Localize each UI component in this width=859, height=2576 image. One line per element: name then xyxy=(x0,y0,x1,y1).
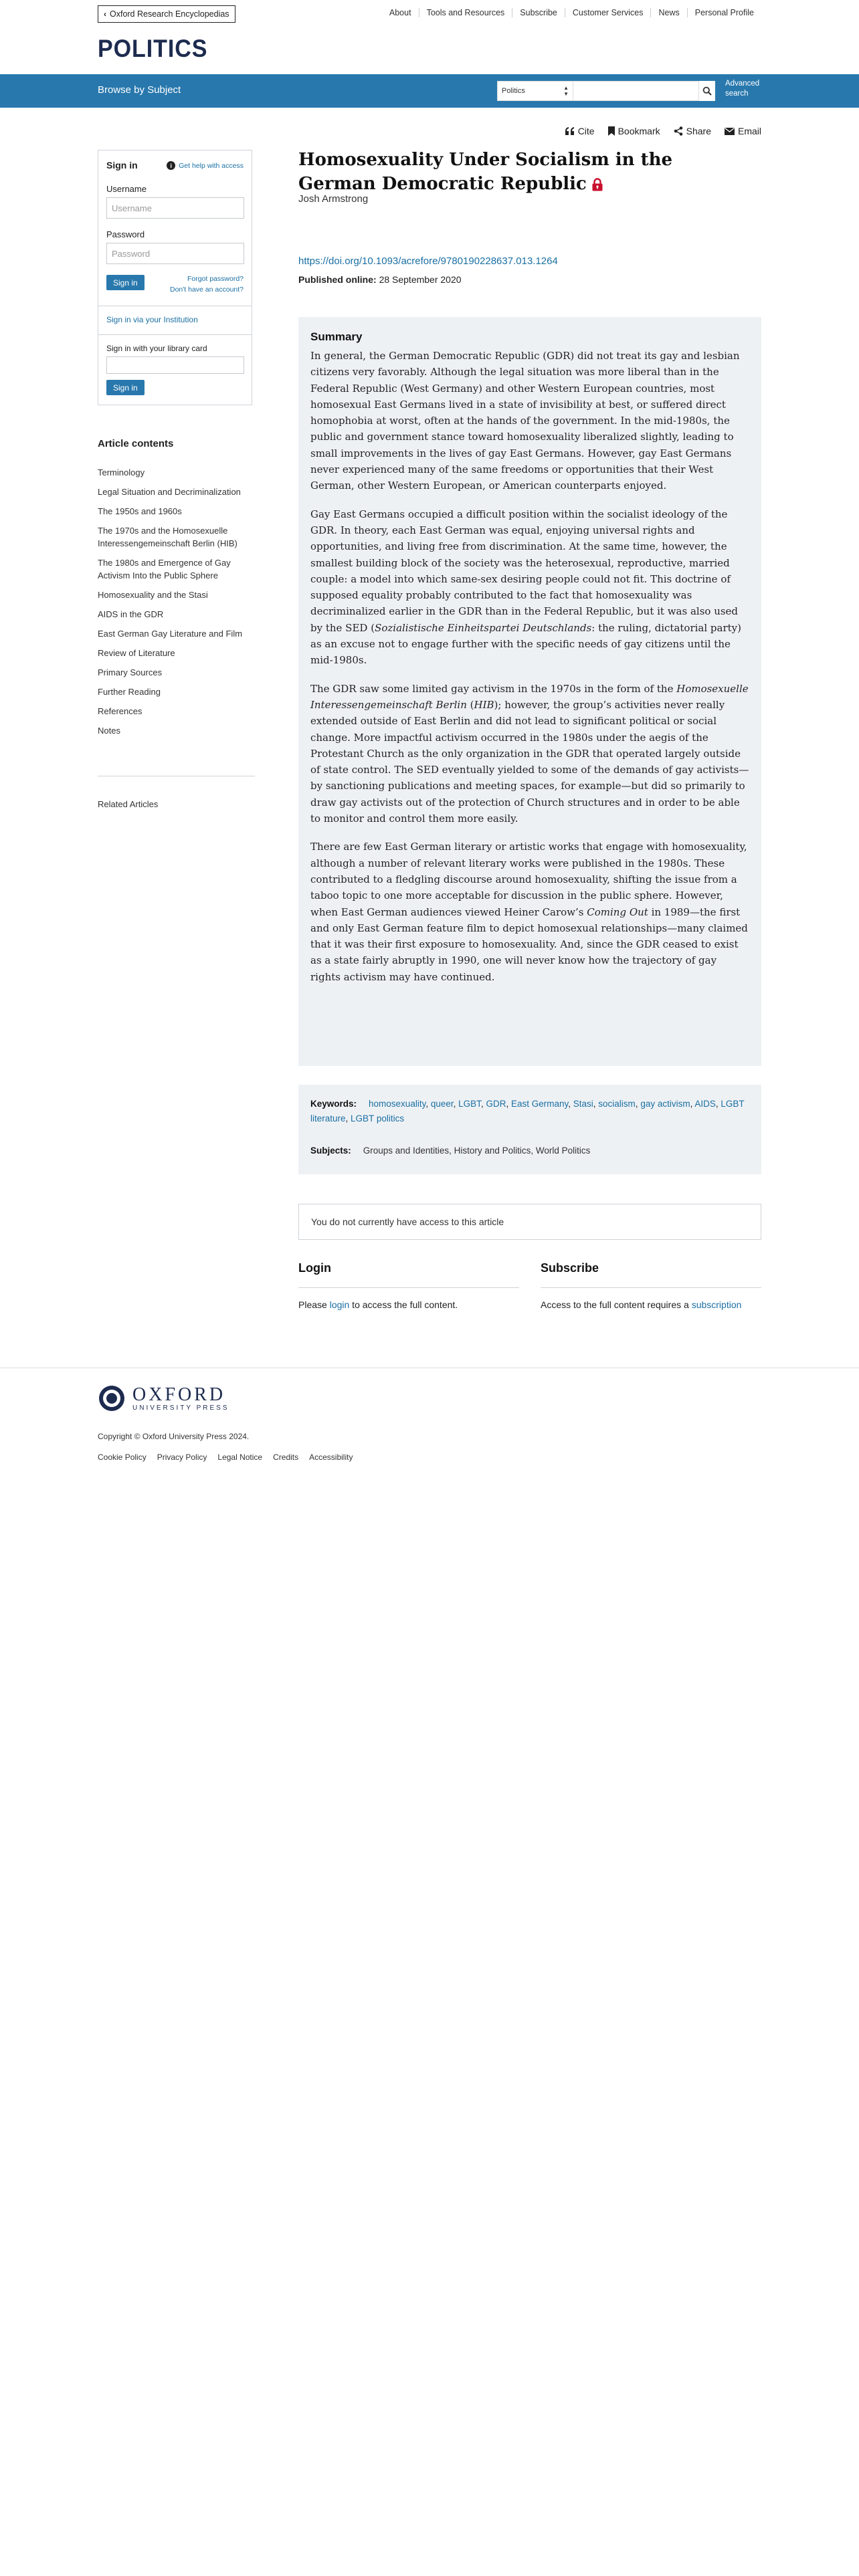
keywords-label: Keywords: xyxy=(310,1099,357,1109)
search-input[interactable] xyxy=(573,81,699,101)
account-links xyxy=(170,274,244,295)
text-run: : the ruling, dictatorial party) as an excuse not to engage further with the specific needs of gay citizens until the mid-1980s. xyxy=(310,621,742,667)
keyword-link[interactable]: AIDS xyxy=(694,1099,716,1109)
oup-wordmark xyxy=(132,1386,229,1412)
browse-by-subject-button[interactable]: Browse by Subject xyxy=(98,84,181,96)
summary-heading: Summary xyxy=(310,330,363,343)
no-access-notice: You do not currently have access to this article xyxy=(298,1204,761,1240)
summary-panel xyxy=(298,317,761,1066)
keyword-link[interactable]: queer xyxy=(430,1099,454,1109)
contents-item[interactable]: The 1970s and the Homosexuelle Interessengemeinschaft Berlin (HIB) xyxy=(98,526,237,548)
subscribe-text xyxy=(541,1299,741,1310)
username-field[interactable]: Username xyxy=(106,197,244,219)
footer-link-accessibility[interactable]: Accessibility xyxy=(309,1453,353,1462)
text-run: ( xyxy=(466,698,474,711)
keyword-link[interactable]: socialism xyxy=(598,1099,636,1109)
get-help-label: Get help with access xyxy=(179,161,244,170)
forgot-password-link[interactable]: Forgot password? xyxy=(187,275,244,283)
copyright: Copyright © Oxford University Press 2024. xyxy=(98,1432,250,1441)
subscribe-heading: Subscribe xyxy=(541,1261,599,1275)
quote-icon xyxy=(565,127,575,135)
top-link-personal-profile[interactable]: Personal Profile xyxy=(687,8,761,17)
published-date xyxy=(298,274,462,285)
search-scope-value: Politics xyxy=(502,87,525,95)
org-name: Homosexuelle Interessengemeinschaft Berlin xyxy=(310,682,749,711)
doi-link[interactable]: https://doi.org/10.1093/acrefore/9780190228637.013.1264 xyxy=(298,255,558,267)
library-card-field[interactable] xyxy=(106,356,244,374)
contents-item[interactable]: Legal Situation and Decriminalization xyxy=(98,487,241,497)
text-run: to access the full content. xyxy=(349,1299,458,1310)
keyword-link[interactable]: gay activism xyxy=(640,1099,690,1109)
advanced-search-line1: Advanced xyxy=(725,80,760,88)
party-name: Sozialistische Einheitspartei Deutschlands xyxy=(375,621,592,634)
search-icon xyxy=(702,86,712,96)
contents-item[interactable]: East German Gay Literature and Film xyxy=(98,629,243,639)
keyword-link[interactable]: East Germany xyxy=(510,1099,569,1109)
contents-item[interactable]: The 1950s and 1960s xyxy=(98,506,182,516)
cite-label: Cite xyxy=(577,126,595,136)
contents-item[interactable]: Homosexuality and the Stasi xyxy=(98,590,208,600)
get-help-link[interactable] xyxy=(167,161,244,170)
article-title xyxy=(298,148,733,196)
summary-paragraph xyxy=(310,681,749,827)
search-scope-select[interactable] xyxy=(497,81,573,101)
oup-wordmark-top: OXFORD xyxy=(132,1384,226,1405)
bookmark-label: Bookmark xyxy=(617,126,660,136)
info-icon: i xyxy=(167,161,175,170)
top-link-about[interactable]: About xyxy=(389,8,411,17)
advanced-search-line2: search xyxy=(725,90,749,98)
login-text xyxy=(298,1299,458,1310)
cite-button[interactable] xyxy=(565,126,595,136)
contents-item[interactable]: Terminology xyxy=(98,467,145,477)
oup-emblem-icon xyxy=(98,1384,126,1412)
subjects-row xyxy=(310,1144,749,1158)
top-link-tools[interactable]: Tools and Resources xyxy=(419,8,512,17)
footer-link-privacy-policy[interactable]: Privacy Policy xyxy=(157,1453,207,1462)
username-label: Username xyxy=(106,184,147,194)
login-link[interactable]: login xyxy=(329,1299,350,1310)
article-actions xyxy=(565,126,761,136)
chevron-left-icon: ‹ xyxy=(104,9,106,19)
chevron-updown-icon: ▲ ▼ xyxy=(563,85,569,97)
keywords-row: Keywords: homosexuality, queer, LGBT, GDR, East Germany, Stasi, socialism, gay activism, AIDS, LGBT literature, LGBT politics xyxy=(310,1099,745,1123)
text-run: There are few East German literary or artistic works that engage with homosexuality, although a number of relevant literary works were published in the 1980s. These contributed to a fledgling discourse around homosexuality, shifting the issue from a taboo topic to one more acceptable for discussion in the public sphere. However, when East German audiences viewed Heiner Carow’s xyxy=(310,841,747,918)
article-contents-list xyxy=(98,466,255,744)
top-link-news[interactable]: News xyxy=(650,8,686,17)
library-sign-in-button[interactable]: Sign in xyxy=(106,380,145,395)
nav-bar xyxy=(0,74,859,108)
oup-wordmark-bottom: UNIVERSITY PRESS xyxy=(132,1404,229,1412)
article-title-text: Homosexuality Under Socialism in the German Democratic Republic xyxy=(298,150,673,194)
film-title: Coming Out xyxy=(587,905,648,918)
text-run: in 1989—the first and only East German feature film to depict homosexual relationships—many claimed that it was their first exposure to homosexuality. And, since the GDR ceased to exist as a state fairly abruptly in 1990, one will never know how the trajectory of gay rights activism may have continued. xyxy=(310,905,748,983)
bookmark-icon xyxy=(608,126,615,136)
contents-item[interactable]: Further Reading xyxy=(98,687,161,697)
sign-in-button[interactable]: Sign in xyxy=(106,275,145,290)
contents-item[interactable]: Review of Literature xyxy=(98,648,175,658)
keyword-link[interactable]: LGBT politics xyxy=(351,1113,405,1123)
text-run: Please xyxy=(298,1299,330,1310)
search-form xyxy=(497,81,715,101)
share-icon xyxy=(674,126,683,136)
top-link-subscribe[interactable]: Subscribe xyxy=(512,8,565,17)
password-field[interactable]: Password xyxy=(106,243,244,264)
site-brand[interactable]: POLITICS xyxy=(98,35,208,62)
email-button[interactable] xyxy=(725,126,761,136)
login-heading: Login xyxy=(298,1261,331,1275)
contents-item[interactable]: References xyxy=(98,706,142,716)
share-label: Share xyxy=(686,126,711,136)
text-run: Gay East Germans occupied a difficult position within the socialist ideology of the GDR. In theory, each East German was equal, enjoying universal rights and opportunities, and living free from discrimination. At the same time, however, the smallest building block of the society was the heterosexual, reproductive, married couple: a model into which same-sex desiring people could not fit. This doctrine of supposed equality probably contributed to the fact that homosexuality was decriminalized earlier in the GDR than in the Federal Republic, but it was also used by the SED ( xyxy=(310,508,739,634)
footer-link-legal-notice[interactable]: Legal Notice xyxy=(217,1453,263,1462)
bookmark-button[interactable] xyxy=(608,126,660,136)
article-contents-heading: Article contents xyxy=(98,438,174,449)
divider xyxy=(541,1287,761,1288)
sign-in-heading: Sign in xyxy=(106,160,138,171)
contents-item[interactable]: Primary Sources xyxy=(98,667,163,677)
email-label: Email xyxy=(737,126,761,136)
text-run: ); however, the group’s activities never really extended outside of East Berlin and did not lead to significant political or social change. More impactful activism occurred in the 1980s under the aegis of the Protestant Church as the only organization in the GDR that operated largely outside of state control. The SED eventually yielded to some of the demands of gay activists—by sanctioning publications and meeting spaces, for example—but did so primarily to draw gay activists out of the protection of Church structures and in order to be able to monitor and control them more easily. xyxy=(310,698,749,825)
summary-paragraph xyxy=(310,506,749,669)
institution-sign-in-link[interactable]: Sign in via your Institution xyxy=(106,315,198,324)
no-account-link[interactable]: Don't have an account? xyxy=(170,286,244,294)
keyword-link[interactable]: LGBT literature xyxy=(310,1099,745,1123)
subscription-link[interactable]: subscription xyxy=(691,1299,742,1310)
lock-icon xyxy=(592,178,603,191)
text-run: The GDR saw some limited gay activism in the 1970s in the form of the xyxy=(310,682,677,695)
subjects-value: Groups and Identities, History and Politics, World Politics xyxy=(363,1146,591,1156)
top-bar xyxy=(0,0,859,32)
footer-link-credits[interactable]: Credits xyxy=(273,1453,299,1462)
share-button[interactable] xyxy=(674,126,711,136)
oup-logo[interactable] xyxy=(98,1384,229,1412)
search-button[interactable] xyxy=(699,81,715,101)
back-link-label: Oxford Research Encyclopedias xyxy=(110,9,229,19)
advanced-search-link[interactable] xyxy=(725,79,759,99)
divider xyxy=(98,334,252,335)
keywords-panel xyxy=(298,1085,761,1174)
password-label: Password xyxy=(106,229,145,239)
org-abbrev: HIB xyxy=(474,698,494,711)
related-articles-link[interactable]: Related Articles xyxy=(98,799,159,809)
published-label: Published online: xyxy=(298,274,377,285)
published-value: 28 September 2020 xyxy=(379,274,462,285)
footer-link-cookie-policy[interactable]: Cookie Policy xyxy=(98,1453,147,1462)
library-card-label: Sign in with your library card xyxy=(106,344,207,353)
envelope-icon xyxy=(725,128,735,135)
summary-paragraph: In general, the German Democratic Republic (GDR) did not treat its gay and lesbian citizens very favorably. Although the legal situation was more liberal than in the Federal Republic (West Germany) and other Western European countries, most homosexual East Germans lived in a state of invisibility at best, or suffered direct homophobia at worst, often at the hands of the government. In the mid-1980s, the public and government stance toward homosexuality liberalized slightly, leading to small improvements in the lives of gay East Germans. However, gay East Germans never experienced many of the same freedoms or opportunities that their West German, other Western European, or American counterparts enjoyed. xyxy=(310,350,740,492)
text-run: Access to the full content requires a xyxy=(541,1299,692,1310)
divider xyxy=(298,1287,519,1288)
article-author[interactable]: Josh Armstrong xyxy=(298,193,369,205)
contents-item[interactable]: The 1980s and Emergence of Gay Activism Into the Public Sphere xyxy=(98,558,231,580)
contents-item[interactable]: AIDS in the GDR xyxy=(98,609,164,619)
keyword-link[interactable]: Stasi xyxy=(573,1099,593,1109)
keyword-link[interactable]: homosexuality xyxy=(369,1099,426,1109)
footer-links xyxy=(98,1453,353,1462)
subjects-label: Subjects: xyxy=(310,1146,351,1156)
sign-in-panel xyxy=(98,150,252,405)
keyword-link[interactable]: LGBT xyxy=(458,1099,481,1109)
back-to-ore-link[interactable] xyxy=(98,5,235,23)
top-link-customer-services[interactable]: Customer Services xyxy=(565,8,651,17)
summary-paragraph xyxy=(310,839,749,985)
keyword-link[interactable]: GDR xyxy=(486,1099,506,1109)
contents-item[interactable]: Notes xyxy=(98,726,120,736)
top-links xyxy=(382,8,761,17)
